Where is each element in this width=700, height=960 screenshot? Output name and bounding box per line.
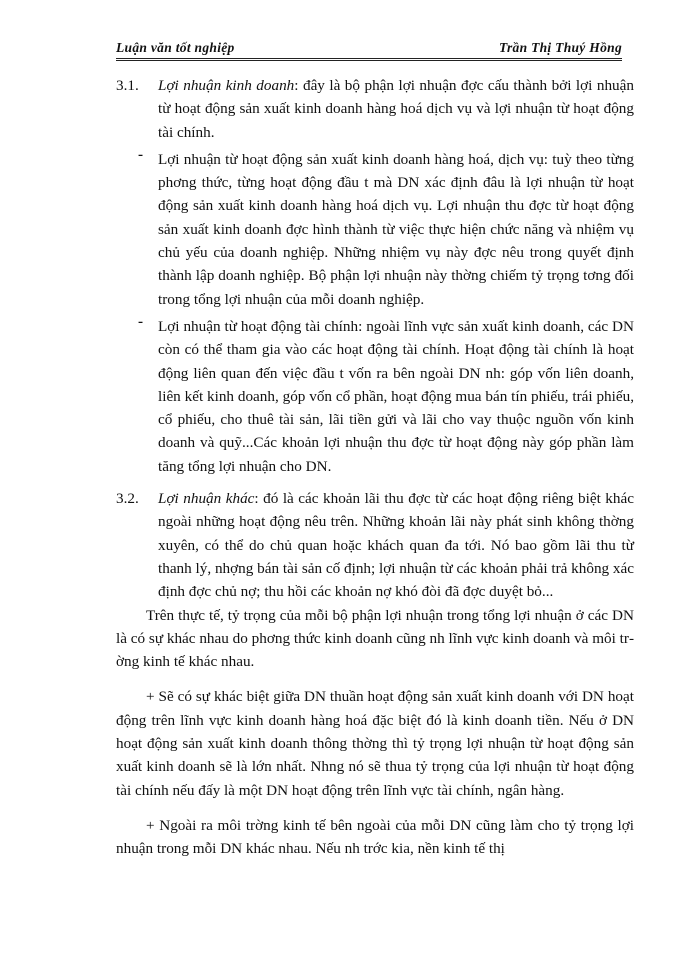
bullet-marker: - [138, 145, 144, 163]
paragraph: + Ngoài ra môi trờng kinh tế bên ngoài của mỗi DN cũng làm cho tỷ trọng lợi nhuận trong mỗi DN khác nhau. Nếu nh trớc kia, nền kinh tế thị [116, 816, 634, 858]
section-body: : đây là bộ phận lợi nhuận đợc cấu thành bởi lợi nhuận từ hoạt động sản xuất kinh doanh hàng hoá dịch vụ và lợi nhuận từ hoạt động tài chính. [158, 77, 634, 141]
paragraph: Trên thực tế, tỷ trọng của mỗi bộ phận lợi nhuận trong tổng lợi nhuận ở các DN là có sự khác nhau do phơng thức kinh doanh cũng nh lĩnh vực kinh doanh và môi trờng kinh tế khác nhau. [116, 606, 634, 671]
section-body: : đó là các khoản lãi thu đợc từ các hoạt động riêng biệt khác ngoài những hoạt động nêu trên. Những khoản lãi này phát sinh không thờng xuyên, có thể do chủ quan hoặc khách quan đa tới. Nó bao gồm lãi thu từ thanh lý, nhợng bán tài sản cố định; lợi nhuận từ các khoản phải trả không xác định đợc chủ nợ; thu hồi các khoản nợ khó đòi đã đợc duyệt bỏ... [158, 490, 635, 601]
section-term: Lợi nhuận khác [158, 490, 255, 508]
section-number: 3.2. [116, 490, 139, 508]
paragraph: + Sẽ có sự khác biệt giữa DN thuần hoạt động sản xuất kinh doanh với DN hoạt động trên lĩnh vực kinh doanh hàng hoá đặc biệt đó là kinh doanh tiền. Nếu ở DN hoạt động sản xuất kinh doanh thông thờng thì tỷ trọng lợi nhuận từ hoạt động sản xuất kinh doanh sẽ là lớn nhất. Nhng nó sẽ thua tỷ trọng của lợi nhuận từ hoạt động tài chính nếu đấy là một DN hoạt động trên lĩnh vực tài chính, ngân hàng. [116, 688, 634, 799]
page-header [116, 38, 622, 61]
bullet-text: Lợi nhuận từ hoạt động sản xuất kinh doanh hàng hoá, dịch vụ: tuỳ theo từng phơng thức, từng hoạt động đầu t mà DN xác định đâu là lợi nhuận từ hoạt động sản xuất kinh doanh hàng hoá dịch vụ. Lợi nhuận thu đợc từ hoạt động sản xuất kinh doanh đợc hình thành từ việc thực hiện chức năng và nhiệm vụ chủ yếu của doanh nghiệp. Những nhiệm vụ này đợc nêu trong quyết định thành lập doanh nghiệp. Bộ phận lợi nhuận này thờng chiếm tỷ trọng tơng đối trong tổng lợi nhuận của mỗi doanh nghiệp. [158, 150, 634, 308]
section-text [158, 74, 634, 144]
section-term: Lợi nhuận kinh doanh [158, 77, 295, 94]
bullet-marker: - [138, 312, 144, 330]
bullet-item [138, 312, 634, 478]
document-body [116, 74, 634, 861]
section-text [158, 487, 634, 603]
bullet-text: Lợi nhuận từ hoạt động tài chính: ngoài lĩnh vực sản xuất kinh doanh, các DN còn có thể tham gia vào các hoạt động tài chính. Hoạt động tài chính là hoạt động liên quan đến việc đầu t vốn ra bên ngoài DN nh: góp vốn liên doanh, liên kết kinh doanh, góp vốn cổ phần, hoạt động mua bán tín phiếu, trái phiếu, cổ phiếu, cho thuê tài sản, lãi tiền gửi và lãi cho vay thuộc nguồn vốn kinh doanh và quỹ...Các khoản lợi nhuận thu đợc từ hoạt động này góp phần làm tăng tổng lợi nhuận cho DN. [158, 317, 634, 475]
section-3-1 [116, 74, 634, 144]
header-author: Trần Thị Thuý Hồng [498, 40, 622, 55]
section-number: 3.1. [116, 77, 139, 94]
section-3-2 [116, 487, 634, 603]
bullet-item [138, 145, 634, 311]
header-title: Luận văn tốt nghiệp [116, 40, 235, 55]
